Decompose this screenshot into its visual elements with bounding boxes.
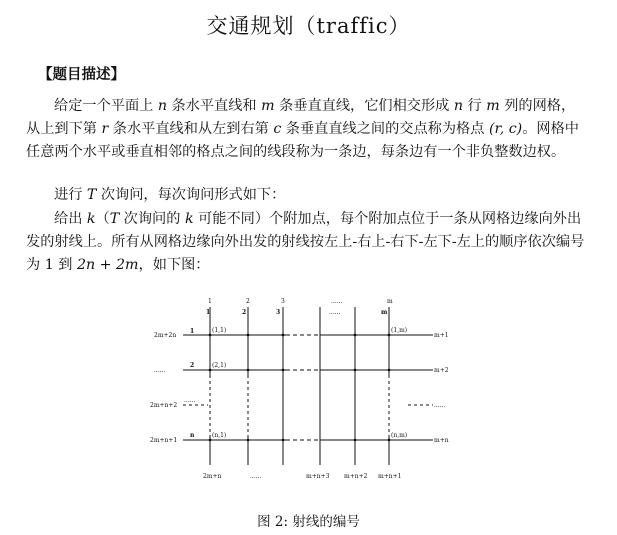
node-label: (n,m) [391, 432, 408, 439]
top-ray-label: m [387, 298, 393, 305]
right-ray-label: ...... [434, 402, 446, 409]
paragraph-queries: 进行 T 次询问，每次询问形式如下： [54, 187, 286, 203]
top-ray-label: ...... [331, 298, 343, 305]
left-ray-label: ...... [154, 367, 166, 374]
column-label: 2 [242, 309, 247, 316]
column-label: m [381, 309, 388, 316]
bottom-ray-label: m+n+1 [378, 473, 402, 480]
bottom-ray-label: ...... [250, 473, 262, 480]
left-ray-label: 2m+n+1 [150, 437, 178, 444]
right-ray-label: m+n [434, 437, 449, 444]
left-ray-label: 2m+n+2 [150, 402, 178, 409]
top-ray-label: 2 [246, 298, 250, 305]
row-label: 2 [190, 362, 195, 369]
column-label: ...... [329, 309, 341, 316]
node-label: (1,m) [391, 327, 408, 334]
bottom-ray-label: 2m+n [203, 473, 222, 480]
node-label: (1,1) [212, 327, 227, 334]
page-title: 交通规划（traffic） [206, 14, 411, 38]
node-label: (2,1) [212, 362, 227, 369]
paragraph-query-form: 给出 k（T 次询问的 k 可能不同）个附加点，每个附加点位于一条从网格边缘向外出发的射线上。所有从网格边缘向外出发的射线按左上-右上-右下-左下-左上的顺序依次编号为 1 到 2n + 2m，如下图： [26, 211, 585, 273]
row-label: 1 [190, 328, 195, 335]
column-label: 3 [276, 309, 281, 316]
right-ray-label: m+1 [434, 332, 449, 339]
row-label: n [190, 432, 195, 439]
bottom-ray-label: m+n+3 [306, 473, 330, 480]
bottom-ray-label: m+n+2 [344, 473, 368, 480]
paragraph-grid-definition: 给定一个平面上 n 条水平直线和 m 条垂直直线，它们相交形成 n 行 m 列的网格，从上到下第 r 条水平直线和从左到右第 c 条垂直直线之间的交点称为格点 (r, c)。网格中任意两个水平或垂直相邻的格点之间的线段称为一条边，每条边有一个非负整数边权。 [26, 98, 579, 160]
node-label: (n,1) [212, 432, 227, 439]
left-ray-label: 2m+2n [154, 332, 177, 339]
row-label: ...... [184, 397, 196, 404]
top-ray-label: 3 [281, 298, 285, 305]
right-ray-label: m+2 [434, 367, 449, 374]
figure-caption: 图 2: 射线的编号 [257, 514, 360, 530]
grid-diagram [148, 295, 458, 487]
section-heading: 【题目描述】 [38, 67, 125, 83]
column-label: 1 [206, 309, 211, 316]
ray-numbering-figure [148, 295, 458, 491]
top-ray-label: 1 [208, 298, 212, 305]
